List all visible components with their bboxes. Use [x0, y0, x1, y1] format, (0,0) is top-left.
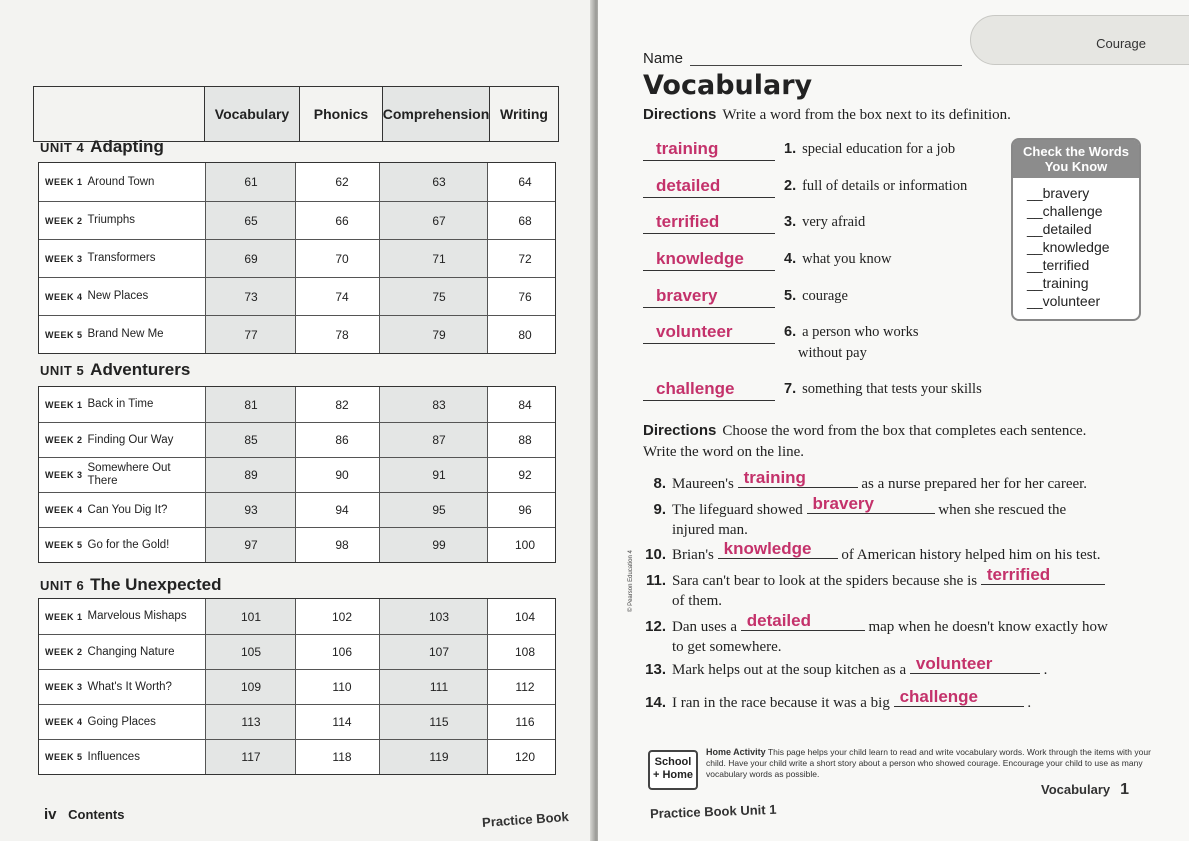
definition-text: full of details or information [802, 178, 968, 194]
unit-title [40, 575, 221, 595]
header-blank-cell [33, 86, 205, 142]
answer-blank[interactable] [981, 566, 1105, 585]
page-number-cell: 63 [432, 175, 446, 189]
answer-line[interactable] [643, 213, 775, 234]
definition-text: what you know [802, 251, 892, 267]
page-number-cell: 114 [332, 715, 352, 729]
definition-number: 6. [784, 324, 797, 340]
page-number-cell: 62 [335, 175, 349, 189]
week-number: WEEK 2 [45, 647, 83, 657]
definition-text-cont: without pay [798, 345, 867, 361]
directions-1-text: Write a word from the box next to its definition. [722, 107, 1011, 123]
table-row [39, 457, 555, 492]
word-box-item: __volunteer [1027, 293, 1101, 309]
directions-2-label: Directions [643, 422, 717, 439]
page-number-cell: 120 [514, 750, 536, 764]
page-number-cell: 66 [335, 213, 349, 228]
page-number-cell: 68 [518, 213, 532, 228]
sentence-continuation: to get somewhere. [672, 639, 782, 655]
right-footer [1041, 781, 1129, 799]
answer-line[interactable] [643, 323, 775, 344]
sentence-before: Sara can't bear to look at the spiders because she is [672, 573, 978, 589]
directions-1 [643, 106, 1011, 124]
name-line [690, 65, 962, 66]
handwritten-answer: knowledge [656, 249, 744, 268]
answer-blank[interactable] [738, 469, 858, 488]
page-number-cell: 75 [432, 289, 446, 304]
page-number-cell: 73 [244, 289, 258, 304]
handwritten-answer: detailed [656, 176, 721, 195]
unit-title [40, 137, 164, 157]
answer-blank[interactable] [718, 540, 838, 559]
week-label [45, 493, 167, 527]
page-number-cell: 90 [335, 468, 349, 482]
definition [784, 379, 982, 400]
page-title: Vocabulary [643, 70, 813, 101]
vocabulary-page [598, 0, 1189, 841]
word-box-item: __challenge [1027, 203, 1103, 219]
unit-table [38, 386, 556, 563]
week-name: Back in Time [87, 398, 154, 410]
week-label [45, 316, 164, 353]
word-box-words [1013, 178, 1139, 310]
sentence-before: The lifeguard showed [672, 502, 803, 518]
page-number-cell: 102 [331, 609, 353, 624]
sentence-number: 10. [645, 546, 666, 563]
page-number-cell: 65 [244, 213, 258, 228]
page-number-cell: 61 [244, 175, 258, 189]
home-activity-body: This page helps your child learn to read and write vocabulary words. Work through the items with your child. Have your child write a short story about a person who showed courage. Encourage your child to use as many vocabulary words as possible. [706, 747, 1151, 779]
answer-blank[interactable] [741, 612, 865, 631]
definition-text: a person who works [802, 324, 919, 340]
right-footer-section: Vocabulary [1041, 782, 1111, 797]
sentence-number: 11. [645, 572, 666, 589]
sentence [644, 655, 1047, 680]
answer-line[interactable] [643, 380, 775, 401]
definition-number: 2. [784, 178, 797, 194]
sentence [644, 495, 1066, 540]
page-number-cell: 115 [429, 715, 449, 729]
left-footer [44, 806, 124, 823]
page-number-cell: 103 [428, 609, 450, 624]
week-name: New Places [87, 290, 149, 302]
handwritten-answer: detailed [746, 611, 811, 630]
week-label [45, 278, 148, 315]
page-number-cell: 76 [518, 289, 532, 304]
week-label [45, 635, 174, 669]
left-footer-book: Practice Book [481, 808, 570, 831]
answer-line[interactable] [643, 177, 775, 198]
sentence-before: Maureen's [672, 476, 734, 492]
week-label [45, 670, 172, 704]
page-number-cell: 111 [429, 680, 449, 694]
page-number-cell: 110 [332, 680, 352, 694]
page-number-cell: 87 [432, 433, 446, 447]
sentence-continuation: of them. [672, 593, 722, 609]
sentence [644, 540, 1101, 565]
copyright-notice: © Pearson Education 4 [628, 550, 634, 612]
table-row [39, 739, 555, 774]
header-comprehension: Comprehension [382, 86, 490, 142]
word-box-item: __terrified [1027, 257, 1090, 273]
table-row [39, 163, 555, 201]
week-number: WEEK 5 [45, 329, 83, 340]
definition [784, 322, 918, 364]
unit-table [38, 162, 556, 354]
left-page-number: iv [44, 806, 57, 823]
page-number-cell: 70 [335, 251, 349, 266]
answer-line[interactable] [643, 140, 775, 161]
sentence [644, 612, 1108, 657]
page-number-cell: 106 [331, 645, 353, 659]
page-number-cell: 89 [244, 468, 258, 482]
week-name: Can You Dig It? [87, 503, 168, 516]
week-name: Go for the Gold! [87, 538, 170, 551]
handwritten-answer: volunteer [915, 654, 993, 673]
week-name: What's It Worth? [87, 680, 172, 693]
week-name: Somewhere Out There [87, 462, 171, 487]
week-number: WEEK 1 [45, 611, 83, 622]
directions-2-line1: Choose the word from the box that completes each sentence. [722, 423, 1087, 439]
answer-line[interactable] [643, 250, 775, 271]
page-number-cell: 104 [514, 609, 536, 624]
week-name: Brand New Me [87, 328, 164, 340]
handwritten-answer: knowledge [723, 539, 812, 558]
answer-line[interactable] [643, 287, 775, 308]
definition-number: 5. [784, 288, 797, 304]
sentence-before: Dan uses a [672, 619, 737, 635]
page-number-cell: 118 [332, 750, 352, 764]
week-number: WEEK 4 [45, 291, 83, 302]
week-name: Changing Nature [87, 645, 175, 658]
definition-text: special education for a job [802, 141, 956, 157]
week-number: WEEK 5 [45, 540, 83, 550]
name-label: Name [643, 50, 684, 67]
table-row [39, 599, 555, 634]
sentence-number: 9. [653, 501, 666, 518]
page-number-cell: 88 [518, 433, 532, 447]
unit-number: UNIT 4 [40, 140, 85, 155]
week-name: Finding Our Way [87, 433, 174, 446]
week-name: Influences [87, 750, 140, 763]
left-footer-section: Contents [68, 807, 125, 822]
handwritten-answer: training [656, 139, 719, 158]
sentence-before: Brian's [672, 547, 714, 563]
handwritten-answer: bravery [656, 286, 718, 305]
definition [784, 139, 955, 160]
unit-number: UNIT 6 [40, 578, 85, 593]
table-row [39, 387, 555, 422]
week-number: WEEK 1 [45, 399, 83, 410]
definition-text: very afraid [802, 214, 866, 230]
page-number-cell: 85 [244, 433, 258, 447]
page-number-cell: 112 [515, 680, 535, 694]
sentence-number: 13. [645, 661, 666, 678]
table-row [39, 315, 555, 353]
answer-blank[interactable] [910, 655, 1040, 674]
sentence-number: 12. [645, 618, 666, 635]
page-number-cell: 105 [240, 645, 262, 659]
sentence-continuation: injured man. [672, 522, 748, 538]
week-name: Around Town [87, 175, 155, 188]
right-page-number: 1 [1120, 781, 1130, 798]
page-number-cell: 83 [432, 397, 446, 412]
page-number-cell: 119 [429, 750, 449, 764]
week-label [45, 599, 187, 634]
page-number-cell: 116 [515, 715, 535, 729]
week-label [45, 163, 154, 201]
page-number-cell: 91 [432, 468, 446, 482]
table-row [39, 704, 555, 739]
page-number-cell: 109 [240, 680, 262, 694]
week-number: WEEK 3 [45, 253, 83, 264]
page-number-cell: 72 [518, 251, 532, 266]
definition [784, 212, 865, 233]
school-home-logo: School + Home [648, 750, 698, 790]
table-row [39, 634, 555, 669]
page-number-cell: 67 [432, 213, 446, 228]
week-label [45, 705, 156, 739]
page-number-cell: 84 [518, 397, 532, 412]
page-number-cell: 81 [244, 397, 258, 412]
week-number: WEEK 5 [45, 752, 83, 762]
word-box-item: __bravery [1027, 185, 1090, 201]
page-number-cell: 99 [432, 538, 446, 552]
unit-title [40, 360, 190, 380]
sentence [644, 688, 1031, 713]
definition-text: courage [802, 288, 848, 304]
page-number-cell: 107 [428, 645, 450, 659]
page-number-cell: 117 [241, 750, 261, 764]
definition-number: 7. [784, 381, 797, 397]
answer-blank[interactable] [807, 495, 935, 514]
page-number-cell: 100 [514, 538, 536, 552]
handwritten-answer: terrified [656, 212, 720, 231]
sentence [644, 566, 1105, 611]
definition-number: 4. [784, 251, 797, 267]
week-number: WEEK 3 [45, 682, 83, 692]
page-number-cell: 96 [518, 503, 532, 517]
page-number-cell: 93 [244, 503, 258, 517]
week-number: WEEK 2 [45, 215, 83, 226]
page-number-cell: 97 [244, 538, 258, 552]
table-row [39, 277, 555, 315]
table-row [39, 669, 555, 704]
unit-name: The Unexpected [90, 575, 222, 594]
unit-table [38, 598, 556, 775]
page-number-cell: 101 [240, 609, 262, 624]
definition [784, 249, 892, 270]
table-row [39, 527, 555, 562]
handwritten-answer: volunteer [656, 322, 733, 341]
unit-number: UNIT 5 [40, 363, 85, 378]
page-number-cell: 94 [335, 503, 349, 517]
home-activity-label: Home Activity [706, 747, 766, 757]
handwritten-answer: training [743, 468, 806, 487]
sentence-after: as a nurse prepared her for her career. [861, 476, 1088, 492]
contents-table-header [33, 86, 559, 144]
home-activity-text [706, 747, 1166, 780]
page-number-cell: 64 [518, 175, 532, 189]
right-footer-book: Practice Book Unit 1 [649, 801, 777, 822]
unit-name: Adapting [90, 137, 164, 156]
page-number-cell: 69 [244, 251, 258, 266]
directions-2 [643, 420, 1086, 463]
sentence-number: 14. [645, 694, 666, 711]
sentence [644, 469, 1087, 494]
definition [784, 286, 848, 307]
sentence-after: . [1043, 662, 1048, 678]
week-label [45, 387, 153, 422]
week-label [45, 458, 188, 492]
week-number: WEEK 4 [45, 717, 83, 727]
word-box [1011, 138, 1141, 321]
week-name: Transformers [87, 252, 156, 264]
week-label [45, 740, 140, 774]
table-row [39, 492, 555, 527]
page-number-cell: 78 [335, 327, 349, 342]
sentence-after: . [1027, 695, 1032, 711]
page-number-cell: 113 [241, 715, 261, 729]
week-name: Marvelous Mishaps [87, 610, 187, 622]
week-label [45, 240, 155, 277]
answer-blank[interactable] [894, 688, 1024, 707]
sentence-after: when she rescued the [938, 502, 1067, 518]
theme-tab [970, 15, 1189, 65]
word-box-item: __knowledge [1027, 239, 1110, 255]
directions-1-label: Directions [643, 106, 717, 123]
page-number-cell: 80 [518, 327, 532, 342]
page-number-cell: 77 [244, 327, 258, 342]
handwritten-answer: bravery [812, 494, 874, 513]
week-number: WEEK 2 [45, 435, 83, 445]
sentence-before: I ran in the race because it was a big [672, 695, 890, 711]
week-number: WEEK 4 [45, 505, 83, 515]
unit-name: Adventurers [90, 360, 191, 379]
header-writing: Writing [489, 86, 559, 142]
page-number-cell: 98 [335, 538, 349, 552]
word-box-title: Check the Words You Know [1013, 140, 1139, 178]
page-number-cell: 95 [432, 503, 446, 517]
week-name: Going Places [87, 715, 156, 728]
table-row [39, 239, 555, 277]
page-number-cell: 92 [518, 468, 532, 482]
definition-number: 3. [784, 214, 797, 230]
theme-tab-label: Courage [1096, 36, 1146, 51]
page-number-cell: 79 [432, 327, 446, 342]
table-row [39, 422, 555, 457]
page-number-cell: 108 [514, 645, 536, 659]
sentence-after: of American history helped him on his test. [841, 547, 1101, 563]
handwritten-answer: challenge [899, 687, 978, 706]
word-box-item: __training [1027, 275, 1089, 291]
week-name: Triumphs [87, 214, 136, 226]
week-number: WEEK 3 [45, 470, 83, 480]
header-phonics: Phonics [299, 86, 383, 142]
week-label [45, 202, 135, 239]
week-label [45, 528, 169, 562]
handwritten-answer: terrified [986, 565, 1051, 584]
definition [784, 176, 967, 197]
header-vocabulary: Vocabulary [204, 86, 300, 142]
sentence-before: Mark helps out at the soup kitchen as a [672, 662, 907, 678]
word-box-item: __detailed [1027, 221, 1092, 237]
table-row [39, 201, 555, 239]
page-number-cell: 82 [335, 397, 349, 412]
sentence-after: map when he doesn't know exactly how [868, 619, 1108, 635]
page-number-cell: 71 [432, 251, 446, 266]
directions-2-line2: Write the word on the line. [643, 444, 805, 460]
sentence-number: 8. [653, 475, 666, 492]
definition-number: 1. [784, 141, 797, 157]
page-number-cell: 86 [335, 433, 349, 447]
handwritten-answer: challenge [656, 379, 735, 398]
definition-text: something that tests your skills [802, 381, 982, 397]
page-number-cell: 74 [335, 289, 349, 304]
week-label [45, 423, 173, 457]
week-number: WEEK 1 [45, 177, 83, 187]
